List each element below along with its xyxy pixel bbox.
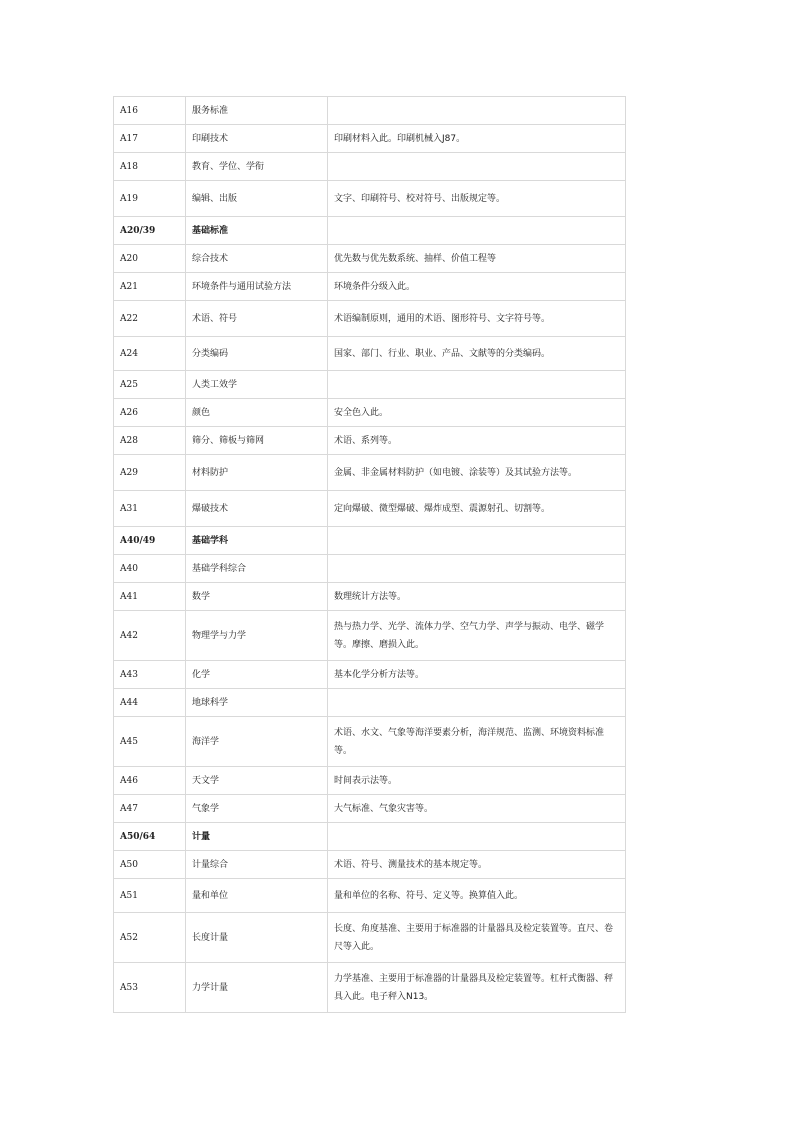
name-cell: 术语、符号	[186, 301, 328, 337]
name-cell: 计量	[186, 823, 328, 851]
table-row	[114, 583, 626, 611]
section-row	[114, 217, 626, 245]
code-cell: A17	[114, 125, 186, 153]
description-cell: 大气标准、气象灾害等。	[328, 795, 626, 823]
code-cell: A46	[114, 767, 186, 795]
table-row	[114, 913, 626, 963]
description-cell: 量和单位的名称、符号、定义等。换算值入此。	[328, 879, 626, 913]
table-row	[114, 689, 626, 717]
table-row	[114, 963, 626, 1013]
description-cell	[328, 527, 626, 555]
name-cell: 人类工效学	[186, 371, 328, 399]
name-cell: 综合技术	[186, 245, 328, 273]
table-row	[114, 427, 626, 455]
description-cell	[328, 217, 626, 245]
name-cell: 基础学科综合	[186, 555, 328, 583]
name-cell: 服务标准	[186, 97, 328, 125]
table-row	[114, 767, 626, 795]
description-cell: 时间表示法等。	[328, 767, 626, 795]
description-cell: 优先数与优先数系统、抽样、价值工程等	[328, 245, 626, 273]
description-cell: 力学基准、主要用于标准器的计量器具及检定装置等。杠杆式衡器、秤具入此。电子秤入N13。	[328, 963, 626, 1013]
name-cell: 环境条件与通用试验方法	[186, 273, 328, 301]
code-cell: A18	[114, 153, 186, 181]
name-cell: 地球科学	[186, 689, 328, 717]
table-row	[114, 273, 626, 301]
code-cell: A19	[114, 181, 186, 217]
table-row	[114, 455, 626, 491]
code-cell: A21	[114, 273, 186, 301]
description-cell	[328, 823, 626, 851]
description-cell: 环境条件分级入此。	[328, 273, 626, 301]
description-cell: 长度、角度基准、主要用于标准器的计量器具及检定装置等。直尺、卷尺等入此。	[328, 913, 626, 963]
table-row	[114, 337, 626, 371]
description-cell: 热与热力学、光学、流体力学、空气力学、声学与振动、电学、磁学等。摩擦、磨损入此。	[328, 611, 626, 661]
code-cell: A43	[114, 661, 186, 689]
table-body	[114, 97, 626, 1013]
description-cell: 安全色入此。	[328, 399, 626, 427]
name-cell: 力学计量	[186, 963, 328, 1013]
table-row	[114, 491, 626, 527]
code-cell: A40/49	[114, 527, 186, 555]
table-row	[114, 879, 626, 913]
code-cell: A42	[114, 611, 186, 661]
description-cell: 金属、非金属材料防护（如电镀、涂装等）及其试验方法等。	[328, 455, 626, 491]
name-cell: 分类编码	[186, 337, 328, 371]
code-cell: A52	[114, 913, 186, 963]
name-cell: 物理学与力学	[186, 611, 328, 661]
table-row	[114, 795, 626, 823]
table-row	[114, 611, 626, 661]
table-row	[114, 125, 626, 153]
code-cell: A29	[114, 455, 186, 491]
description-cell	[328, 97, 626, 125]
name-cell: 海洋学	[186, 717, 328, 767]
name-cell: 爆破技术	[186, 491, 328, 527]
code-cell: A50/64	[114, 823, 186, 851]
table-row	[114, 97, 626, 125]
description-cell	[328, 689, 626, 717]
description-cell: 术语、水文、气象等海洋要素分析，海洋规范、监测、环境资料标准等。	[328, 717, 626, 767]
code-cell: A31	[114, 491, 186, 527]
name-cell: 编辑、出版	[186, 181, 328, 217]
standards-classification-table	[113, 96, 626, 1013]
code-cell: A16	[114, 97, 186, 125]
description-cell: 术语、符号、测量技术的基本规定等。	[328, 851, 626, 879]
table-row	[114, 245, 626, 273]
code-cell: A24	[114, 337, 186, 371]
description-cell: 定向爆破、微型爆破、爆炸成型、震源射孔、切割等。	[328, 491, 626, 527]
name-cell: 材料防护	[186, 455, 328, 491]
name-cell: 数学	[186, 583, 328, 611]
name-cell: 颜色	[186, 399, 328, 427]
code-cell: A22	[114, 301, 186, 337]
description-cell	[328, 371, 626, 399]
code-cell: A45	[114, 717, 186, 767]
description-cell	[328, 153, 626, 181]
description-cell	[328, 555, 626, 583]
description-cell: 印刷材料入此。印刷机械入J87。	[328, 125, 626, 153]
name-cell: 基础学科	[186, 527, 328, 555]
description-cell: 国家、部门、行业、职业、产品、文献等的分类编码。	[328, 337, 626, 371]
section-row	[114, 527, 626, 555]
code-cell: A26	[114, 399, 186, 427]
code-cell: A53	[114, 963, 186, 1013]
description-cell: 术语编制原则，通用的术语、图形符号、文字符号等。	[328, 301, 626, 337]
code-cell: A41	[114, 583, 186, 611]
code-cell: A51	[114, 879, 186, 913]
table-row	[114, 851, 626, 879]
name-cell: 计量综合	[186, 851, 328, 879]
table-row	[114, 181, 626, 217]
name-cell: 天文学	[186, 767, 328, 795]
table-row	[114, 661, 626, 689]
code-cell: A40	[114, 555, 186, 583]
table-row	[114, 399, 626, 427]
name-cell: 化学	[186, 661, 328, 689]
name-cell: 基础标准	[186, 217, 328, 245]
name-cell: 印刷技术	[186, 125, 328, 153]
name-cell: 长度计量	[186, 913, 328, 963]
table-row	[114, 153, 626, 181]
code-cell: A47	[114, 795, 186, 823]
table-row	[114, 717, 626, 767]
description-cell: 术语、系列等。	[328, 427, 626, 455]
code-cell: A20	[114, 245, 186, 273]
section-row	[114, 823, 626, 851]
name-cell: 量和单位	[186, 879, 328, 913]
table-row	[114, 555, 626, 583]
table-row	[114, 371, 626, 399]
name-cell: 气象学	[186, 795, 328, 823]
name-cell: 筛分、筛板与筛网	[186, 427, 328, 455]
code-cell: A50	[114, 851, 186, 879]
description-cell: 基本化学分析方法等。	[328, 661, 626, 689]
description-cell: 文字、印刷符号、校对符号、出版规定等。	[328, 181, 626, 217]
code-cell: A25	[114, 371, 186, 399]
code-cell: A20/39	[114, 217, 186, 245]
description-cell: 数理统计方法等。	[328, 583, 626, 611]
name-cell: 教育、学位、学衔	[186, 153, 328, 181]
table-row	[114, 301, 626, 337]
code-cell: A28	[114, 427, 186, 455]
code-cell: A44	[114, 689, 186, 717]
